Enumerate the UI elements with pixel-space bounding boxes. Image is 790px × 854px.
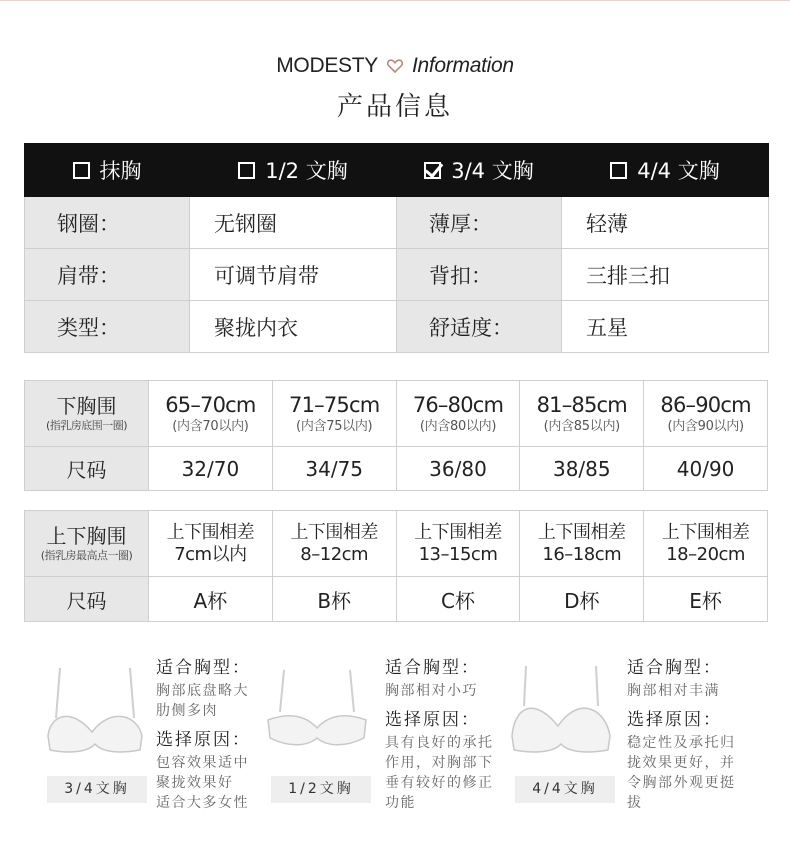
underbust-cell (396, 381, 520, 447)
underbust-label: 下胸围 (56, 393, 117, 418)
attribute-value: 无钢圈 (190, 197, 397, 249)
attribute-row (25, 301, 769, 353)
cup-diff-cell: 上下围相差 8–12cm (272, 511, 396, 577)
cup-diff-cell: 上下围相差 16–18cm (520, 511, 644, 577)
bra-1-2-icon (262, 662, 372, 762)
checkbox-icon[interactable] (73, 162, 90, 179)
style-description: 适合胸型： 胸部相对丰满 选择原因： 稳定性及承托归 拢效果更好，并 令胸部外观更挺 拔 (627, 658, 736, 811)
checkbox-icon[interactable] (238, 162, 255, 179)
cup-size-row (25, 577, 768, 622)
checkbox-checked-icon[interactable] (424, 162, 441, 179)
heart-icon (387, 59, 403, 73)
underbust-range: 76–80cm (412, 392, 504, 417)
attribute-value: 轻薄 (562, 197, 769, 249)
attribute-row (25, 249, 769, 301)
cup-type-option[interactable]: 4/4 文胸 (562, 144, 769, 197)
cup-size-value: E杯 (644, 577, 768, 622)
style-tag: 1/2文胸 (271, 776, 371, 803)
top-divider (0, 0, 790, 1)
attribute-row (25, 197, 769, 249)
cup-size-value: C杯 (396, 577, 520, 622)
size-value: 38/85 (520, 447, 644, 491)
underbust-note: (内含90以内) (667, 418, 744, 434)
cup-type-row (25, 144, 769, 197)
underbust-note: (内含75以内) (296, 418, 373, 434)
cup-size-value: B杯 (272, 577, 396, 622)
underbust-size-row (25, 447, 768, 491)
size-label: 尺码 (25, 447, 149, 491)
attribute-value: 聚拢内衣 (190, 301, 397, 353)
brand-name: MODESTY (276, 54, 378, 77)
style-description: 适合胸型： 胸部相对小巧 选择原因： 具有良好的承托 作用，对胸部下 垂有较好的修正 功能 (385, 658, 494, 811)
underbust-range: 71–75cm (289, 392, 380, 417)
underbust-range-row (25, 381, 768, 447)
cup-label-cell (25, 511, 149, 577)
underbust-size-table (24, 380, 768, 491)
attribute-key: 背扣： (397, 249, 562, 301)
size-value: 32/70 (149, 447, 273, 491)
underbust-cell (644, 381, 768, 447)
underbust-note: (内含80以内) (419, 418, 497, 434)
info-label: Information (411, 54, 514, 77)
cup-diff-cell: 上下围相差 18–20cm (644, 511, 768, 577)
product-info-table (24, 143, 769, 353)
underbust-note: (内含70以内) (172, 418, 249, 434)
bra-4-4-icon (506, 660, 616, 760)
attribute-key: 类型： (25, 301, 190, 353)
attribute-key: 舒适度： (397, 301, 562, 353)
attribute-key: 肩带： (25, 249, 190, 301)
underbust-label-cell (25, 381, 149, 447)
page-title: 产品信息 (336, 92, 453, 122)
size-value: 34/75 (272, 447, 396, 491)
cup-size-table (24, 510, 768, 622)
cup-size-value: A杯 (149, 577, 273, 622)
size-label: 尺码 (25, 577, 149, 622)
underbust-note: (内含85以内) (543, 418, 620, 434)
cup-diff-row (25, 511, 768, 577)
cup-label: 上下胸围 (46, 523, 127, 548)
size-value: 40/90 (644, 447, 768, 491)
bra-3-4-icon (40, 660, 150, 760)
underbust-cell (149, 381, 273, 447)
attribute-value: 三排三扣 (562, 249, 769, 301)
attribute-key: 钢圈： (25, 197, 190, 249)
page-header (0, 52, 790, 123)
attribute-value: 可调节肩带 (190, 249, 397, 301)
underbust-sublabel: (指乳房底围一圈) (45, 418, 128, 432)
style-tag: 4/4文胸 (515, 776, 615, 803)
cup-type-option[interactable]: 抹胸 (25, 144, 190, 197)
underbust-cell (272, 381, 396, 447)
style-description: 适合胸型： 胸部底盘略大 肋侧多肉 选择原因： 包容效果适中 聚拢效果好 适合大多女性 (156, 658, 251, 811)
checkbox-icon[interactable] (610, 162, 627, 179)
cup-diff-cell: 上下围相差 7cm以内 (149, 511, 273, 577)
size-value: 36/80 (396, 447, 520, 491)
attribute-key: 薄厚： (397, 197, 562, 249)
underbust-range: 65–70cm (165, 392, 256, 417)
style-tag: 3/4文胸 (47, 776, 147, 803)
underbust-cell (520, 381, 644, 447)
underbust-range: 81–85cm (536, 392, 627, 417)
cup-type-option[interactable]: 3/4 文胸 (397, 144, 562, 197)
attribute-value: 五星 (562, 301, 769, 353)
cup-size-value: D杯 (520, 577, 644, 622)
cup-type-option[interactable]: 1/2 文胸 (190, 144, 397, 197)
cup-sublabel: (指乳房最高点一圈) (40, 548, 133, 562)
underbust-range: 86–90cm (660, 392, 751, 417)
brand-row (0, 52, 790, 80)
cup-diff-cell: 上下围相差 13–15cm (396, 511, 520, 577)
